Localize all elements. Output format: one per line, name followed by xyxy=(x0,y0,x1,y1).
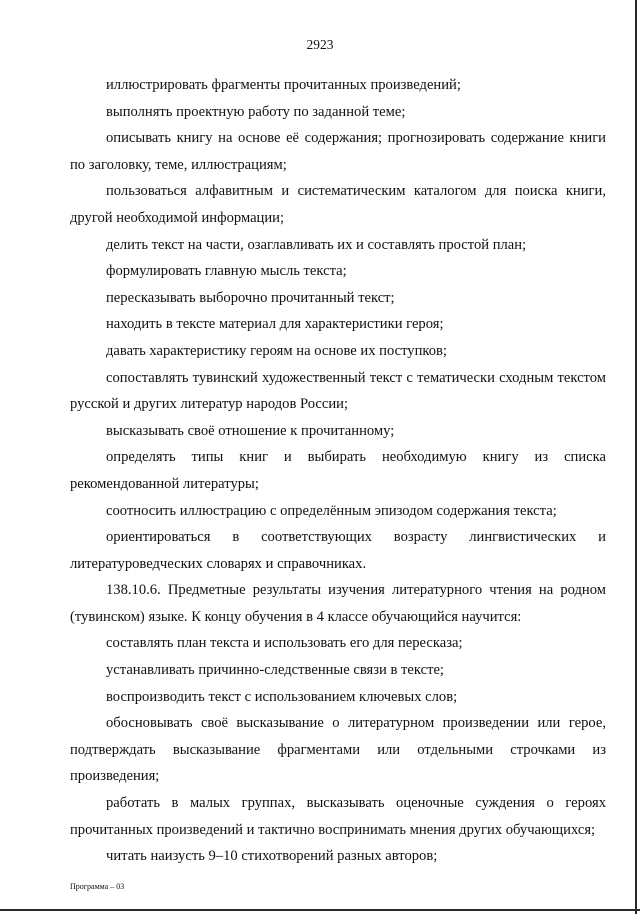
page-number: 2923 xyxy=(306,37,334,52)
paragraph: ориентироваться в соответствующих возрасту лингвистических и литературоведческих словарях и справочниках. xyxy=(70,529,606,572)
paragraph: работать в малых группах, высказывать оценочные суждения о героях прочитанных произведений и тактично воспринимать мнения других обучающихся; xyxy=(70,795,606,838)
scan-edge-bottom xyxy=(0,909,640,911)
document-body xyxy=(70,72,606,870)
paragraph: выполнять проектную работу по заданной теме; xyxy=(106,103,406,120)
paragraph: пользоваться алфавитным и систематическим каталогом для поиска книги, другой необходимой информации; xyxy=(70,183,606,226)
paragraph: воспроизводить текст с использованием ключевых слов; xyxy=(106,688,458,705)
paragraph: делить текст на части, озаглавливать их и составлять простой план; xyxy=(106,236,527,253)
scan-edge-right xyxy=(635,0,637,914)
paragraph: определять типы книг и выбирать необходимую книгу из списка рекомендованной литературы; xyxy=(70,449,606,492)
paragraph: описывать книгу на основе её содержания; прогнозировать содержание книги по заголовку, теме, иллюстрациям; xyxy=(70,130,606,173)
paragraph: читать наизусть 9–10 стихотворений разных авторов; xyxy=(106,848,438,865)
paragraph: сопоставлять тувинский художественный текст с тематически сходным текстом русской и других литератур народов России; xyxy=(70,369,606,413)
paragraph: составлять план текста и использовать его для пересказа; xyxy=(106,635,463,652)
paragraph: обосновывать своё высказывание о литературном произведении или герое, подтверждать высказывание фрагментами или отдельными строчками из произведения; xyxy=(70,715,606,785)
footer-program-label: Программа – 03 xyxy=(70,882,125,891)
paragraph: пересказывать выборочно прочитанный текст; xyxy=(106,289,395,306)
paragraph: иллюстрировать фрагменты прочитанных произведений; xyxy=(106,77,461,93)
paragraph: формулировать главную мысль текста; xyxy=(106,263,347,280)
paragraph: высказывать своё отношение к прочитанному; xyxy=(106,422,395,439)
section-paragraph: 138.10.6. Предметные результаты изучения литературного чтения на родном (тувинском) языке. К концу обучения в 4 классе обучающийся научится: xyxy=(70,582,606,625)
paragraph: давать характеристику героям на основе их поступков; xyxy=(106,342,447,359)
paragraph: соотносить иллюстрацию с определённым эпизодом содержания текста; xyxy=(106,502,557,519)
paragraph: устанавливать причинно-следственные связи в тексте; xyxy=(106,662,444,679)
paragraph: находить в тексте материал для характеристики героя; xyxy=(106,316,444,333)
